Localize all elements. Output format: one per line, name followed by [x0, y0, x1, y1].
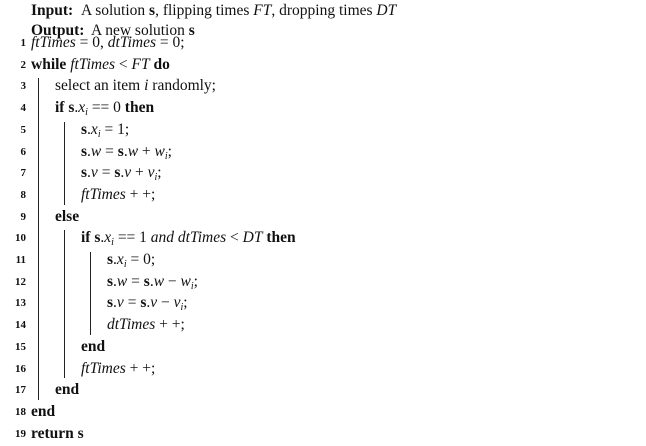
line-code: $s.x_i = 0$;: [107, 251, 156, 270]
line-number: 8: [20, 188, 26, 201]
line-code: $s.x_i = 1$;: [81, 120, 130, 140]
line-number: 7: [20, 167, 26, 180]
line-code: end: [31, 402, 56, 420]
line-number: 12: [15, 275, 26, 288]
input-text: A solution s, flipping times FT, dropping times DT: [81, 2, 397, 19]
line-number: 19: [15, 427, 26, 440]
line-number: 15: [15, 340, 26, 353]
line-code: dtTimes + +;: [107, 316, 185, 334]
line-number: 14: [15, 319, 26, 332]
line-number: 9: [20, 210, 26, 223]
line-number: 18: [15, 405, 26, 418]
line-code: if $s.x_i == 0$ then: [55, 99, 155, 119]
line-number: 1: [20, 37, 26, 49]
line-code: $s.v = s.v + v_i$;: [81, 164, 162, 184]
line-code: $s.w = s.w - w_i$;: [107, 272, 198, 292]
line-number: 16: [15, 362, 26, 375]
line-number: 3: [20, 80, 26, 93]
line-code: select an item i randomly;: [55, 77, 216, 95]
line-code: while ftTimes < FT do: [31, 55, 170, 73]
line-number: 6: [20, 145, 26, 158]
output-text: A new solution s: [91, 22, 195, 39]
line-code: end: [55, 381, 80, 399]
line-number: 13: [15, 297, 26, 310]
line-number: 10: [15, 232, 26, 245]
line-number: 4: [20, 102, 26, 115]
block-indent-bar: [38, 78, 39, 400]
output-label: Output:: [31, 22, 85, 39]
line-number: 11: [15, 254, 26, 266]
line-code: ftTimes + +;: [81, 359, 156, 377]
line-code: if $s.x_i == 1$ and dtTimes < DT then: [81, 229, 296, 249]
line-number: 2: [20, 58, 26, 71]
line-code: $s.v = s.v - v_i$;: [107, 294, 188, 314]
line-number: 17: [15, 384, 26, 397]
line-code: end: [81, 337, 106, 355]
line-code: $s.w = s.w + w_i$;: [81, 142, 172, 162]
line-code: ftTimes = 0, dtTimes = 0;: [31, 34, 185, 51]
line-number: 5: [20, 123, 26, 136]
line-code: return s: [31, 424, 84, 442]
block-indent-bar: [64, 230, 65, 378]
input-label: Input:: [31, 2, 74, 19]
line-code: ftTimes + +;: [81, 185, 156, 203]
line-code: else: [55, 207, 80, 225]
block-indent-bar: [90, 252, 91, 335]
block-indent-bar: [64, 122, 65, 205]
